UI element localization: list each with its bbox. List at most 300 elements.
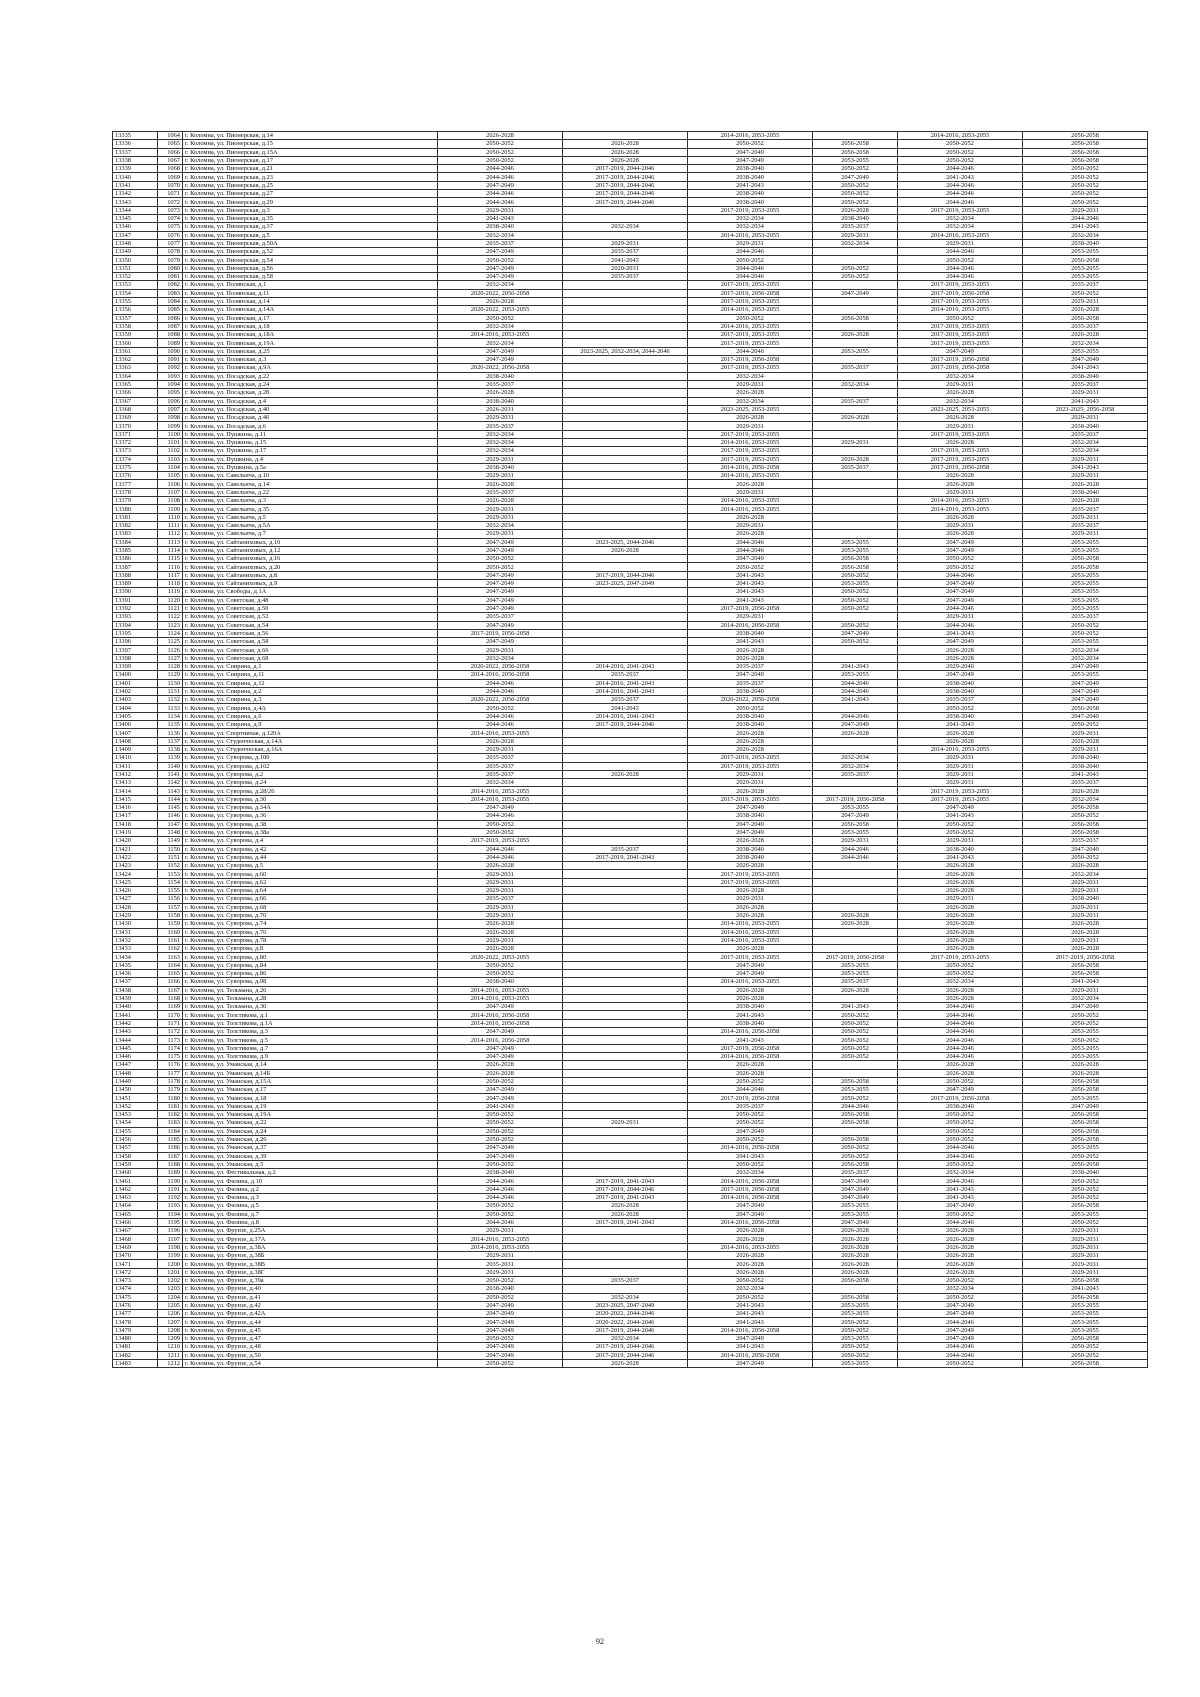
table-cell: 2041-2043 [688,1318,813,1326]
table-cell: г. Коломна, ул. Фрунзе, д.42 [183,1301,438,1309]
table-cell [563,961,688,969]
table-cell: 1202 [158,1276,183,1284]
table-cell: 2044-2046 [1023,214,1148,222]
table-cell: 2047-2049 [688,156,813,164]
table-row [113,1036,1148,1044]
table-cell: 1210 [158,1343,183,1351]
table-cell: 13482 [113,1351,158,1359]
table-cell: г. Коломна, ул. Советская, д.50 [183,604,438,612]
table-cell: 2050-2052 [898,1160,1023,1168]
table-cell: 2050-2052 [438,1276,563,1284]
table-cell: 2026-2028 [688,1235,813,1243]
table-cell: г. Коломна, ул. Суворова, д.8 [183,945,438,953]
table-cell: г. Коломна, ул. Уманская, д.18 [183,1094,438,1102]
table-cell [563,1036,688,1044]
table-cell: 2032-2034 [563,1293,688,1301]
repair-schedule-table [112,131,1148,1368]
table-cell: г. Коломна, ул. Суворова, д.5 [183,862,438,870]
table-cell: 2014-2016, 2053-2055 [438,986,563,994]
table-cell: 2023-2025, 2056-2058 [1023,405,1148,413]
table-cell [563,1086,688,1094]
table-cell [563,1061,688,1069]
table-cell: 1073 [158,206,183,214]
table-cell: 13378 [113,488,158,496]
table-cell: 2026-2028 [1023,737,1148,745]
table-cell: г. Коломна, ул. Советская, д.68 [183,654,438,662]
table-cell: 1152 [158,862,183,870]
table-cell: 13453 [113,1111,158,1119]
table-cell: 2050-2052 [898,704,1023,712]
table-cell: 2017-2019, 2053-2055 [898,430,1023,438]
table-cell: 2023-2025, 2044-2046 [563,538,688,546]
table-cell: 2017-2019, 2044-2046 [563,190,688,198]
table-cell: 13418 [113,820,158,828]
table-cell [813,405,898,413]
table-cell: 2044-2046 [898,1011,1023,1019]
table-cell: г. Коломна, ул. Полянская, д.25 [183,347,438,355]
table-cell: г. Коломна, ул. Пионерская, д.23 [183,173,438,181]
table-cell: г. Коломна, ул. Сайтаниховых, д.8 [183,571,438,579]
table-cell: 1107 [158,488,183,496]
table-cell: 2050-2052 [898,1135,1023,1143]
table-cell [813,132,898,140]
table-cell: 2017-2019, 2053-2055 [688,870,813,878]
table-cell: 2050-2052 [813,1052,898,1060]
table-cell: г. Коломна, ул. Советская, д.56 [183,629,438,637]
table-cell: 2029-2031 [898,770,1023,778]
table-cell: 2047-2049 [1023,845,1148,853]
table-cell: 13481 [113,1343,158,1351]
table-cell: 1180 [158,1094,183,1102]
table-cell: 1090 [158,347,183,355]
table-cell: г. Коломна, ул. Суворова, д.44 [183,853,438,861]
table-cell: 2017-2019, 2053-2055 [898,206,1023,214]
table-cell: 2041-2043 [1023,1285,1148,1293]
table-cell: 2014-2016, 2053-2055 [438,331,563,339]
table-cell: 1191 [158,1185,183,1193]
table-cell: 1096 [158,397,183,405]
table-cell: г. Коломна, ул. Суворова, д.76 [183,928,438,936]
table-cell: 2029-2031 [898,380,1023,388]
table-cell: 13416 [113,804,158,812]
table-cell: 2026-2028 [1023,306,1148,314]
table-cell: 2050-2052 [898,1293,1023,1301]
table-cell [813,928,898,936]
table-cell: 2014-2016, 2056-2058 [438,1019,563,1027]
table-cell: 2044-2046 [898,190,1023,198]
table-cell: 1123 [158,621,183,629]
table-cell: г. Коломна, ул. Филина, д.10 [183,1177,438,1185]
table-cell: 2056-2058 [1023,1077,1148,1085]
table-cell: 2014-2016, 2041-2043 [563,687,688,695]
table-cell [563,969,688,977]
table-row [113,1310,1148,1318]
table-cell [563,563,688,571]
table-cell: 2050-2052 [438,1293,563,1301]
table-cell: 1078 [158,248,183,256]
table-cell: 2047-2049 [438,1301,563,1309]
table-cell: 2026-2028 [688,737,813,745]
table-cell: 2041-2043 [688,1343,813,1351]
table-cell: 1201 [158,1268,183,1276]
table-row [113,190,1148,198]
table-cell [563,472,688,480]
table-cell: 2056-2058 [1023,1119,1148,1127]
table-cell: 13358 [113,322,158,330]
table-cell: 2035-2037 [438,488,563,496]
table-cell [563,480,688,488]
table-cell: 1184 [158,1127,183,1135]
table-cell: 2035-2037 [563,671,688,679]
table-cell: г. Коломна, ул. Фрунзе, д.38Г [183,1268,438,1276]
table-cell: г. Коломна, ул. Сайтаниховых, д.12 [183,546,438,554]
table-cell: 2029-2031 [813,837,898,845]
table-cell: 2026-2028 [688,1061,813,1069]
table-cell: 2050-2052 [813,1326,898,1334]
table-cell: 2044-2046 [813,1102,898,1110]
table-cell: 2047-2049 [438,1052,563,1060]
table-cell [563,994,688,1002]
table-cell: 2050-2052 [1023,1011,1148,1019]
table-cell: 2056-2058 [1023,969,1148,977]
table-cell: 1194 [158,1210,183,1218]
table-cell: 2029-2031 [898,895,1023,903]
table-cell: 1176 [158,1061,183,1069]
table-cell: 13440 [113,1003,158,1011]
table-cell: 2038-2040 [688,853,813,861]
table-cell: 2017-2019, 2041-2043 [563,1194,688,1202]
table-cell: 2026-2028 [898,729,1023,737]
table-cell: 2017-2019, 2053-2055 [688,297,813,305]
table-cell: 1197 [158,1235,183,1243]
table-cell [563,414,688,422]
table-cell: 1092 [158,364,183,372]
table-cell: 1139 [158,754,183,762]
table-cell: 1189 [158,1169,183,1177]
table-cell: 2029-2031 [563,1119,688,1127]
table-cell [563,613,688,621]
table-cell: г. Коломна, ул. Пионерская, д.54 [183,256,438,264]
table-cell: 2041-2043 [688,571,813,579]
table-cell: 2056-2058 [1023,961,1148,969]
table-cell: 2050-2052 [898,148,1023,156]
table-cell: 2032-2034 [1023,339,1148,347]
table-cell: г. Коломна, ул. Полянская, д.19А [183,339,438,347]
table-row [113,613,1148,621]
table-cell: 2026-2028 [898,994,1023,1002]
table-cell: г. Коломна, ул. Суворова, д.42 [183,845,438,853]
table-cell: 2026-2028 [898,903,1023,911]
table-row [113,1119,1148,1127]
table-cell: 13475 [113,1293,158,1301]
table-cell: 2041-2043 [813,1003,898,1011]
table-cell: 2050-2052 [688,1160,813,1168]
table-row [113,521,1148,529]
table-cell: г. Коломна, ул. Пушкина, д.15 [183,438,438,446]
table-cell: 2050-2052 [438,148,563,156]
table-row [113,687,1148,695]
table-cell [813,430,898,438]
table-cell: г. Коломна, ул. Посадская, д.28 [183,389,438,397]
table-row [113,1252,1148,1260]
table-cell: 2056-2058 [1023,140,1148,148]
table-cell: 2050-2052 [438,1335,563,1343]
table-cell [563,870,688,878]
table-cell: 2026-2028 [563,546,688,554]
table-cell: 2017-2019, 2053-2055 [898,795,1023,803]
table-cell: г. Коломна, ул. Уманская, д.15А [183,1077,438,1085]
table-cell: 2029-2031 [1023,1252,1148,1260]
table-cell: 13412 [113,770,158,778]
table-cell: 13419 [113,828,158,836]
table-cell: г. Коломна, ул. Пионерская, д.56 [183,264,438,272]
table-row [113,853,1148,861]
table-cell: 1116 [158,563,183,571]
table-cell: 13387 [113,563,158,571]
table-cell: 13478 [113,1318,158,1326]
table-row [113,704,1148,712]
table-cell [563,1152,688,1160]
table-cell: 2047-2049 [438,1144,563,1152]
table-cell: 2050-2052 [438,1111,563,1119]
table-cell [813,356,898,364]
table-cell: 13423 [113,862,158,870]
table-cell: 2050-2052 [438,1119,563,1127]
table-cell: 1074 [158,214,183,222]
table-cell [813,422,898,430]
table-cell: 2038-2040 [688,812,813,820]
table-cell [813,497,898,505]
table-cell: 2029-2031 [1023,1268,1148,1276]
table-cell: 13347 [113,231,158,239]
table-cell: 2026-2028 [898,1260,1023,1268]
table-cell [563,654,688,662]
table-cell: 13414 [113,787,158,795]
table-cell [563,513,688,521]
table-cell: 13461 [113,1177,158,1185]
table-cell: 2056-2058 [1023,1135,1148,1143]
table-cell [813,322,898,330]
table-cell: 13380 [113,505,158,513]
table-cell: г. Коломна, ул. Полянская, д.17 [183,314,438,322]
table-cell: 2023-2025, 2047-2049 [563,1301,688,1309]
table-cell: 2050-2052 [813,1144,898,1152]
table-cell: 2032-2034 [813,754,898,762]
table-cell: 2038-2040 [688,712,813,720]
table-cell: 2029-2031 [1023,903,1148,911]
table-cell: 1129 [158,671,183,679]
table-cell: 2017-2019, 2044-2046 [563,173,688,181]
table-cell: 2041-2043 [438,1102,563,1110]
table-cell: 2047-2049 [438,588,563,596]
table-row [113,887,1148,895]
table-row [113,1293,1148,1301]
table-cell: 2050-2052 [898,1119,1023,1127]
table-cell: г. Коломна, ул. Советская, д.52 [183,613,438,621]
table-cell: 2029-2031 [688,239,813,247]
table-cell: 2038-2040 [688,1003,813,1011]
table-cell: 1064 [158,132,183,140]
table-cell: г. Коломна, ул. Полянская, д.18 [183,322,438,330]
table-cell: 2029-2031 [1023,878,1148,886]
table-cell: 2026-2028 [563,148,688,156]
table-cell: 2053-2055 [1023,1210,1148,1218]
table-cell: 2035-2037 [563,273,688,281]
table-cell: 2029-2031 [438,911,563,919]
table-cell [563,1160,688,1168]
table-cell: 2044-2046 [898,1343,1023,1351]
table-cell: 2044-2046 [688,546,813,554]
table-cell: 2035-2037 [813,770,898,778]
table-cell: 2038-2040 [898,1102,1023,1110]
table-cell: 13452 [113,1102,158,1110]
table-cell: 2050-2052 [813,604,898,612]
table-cell: 13335 [113,132,158,140]
table-cell: 2041-2043 [688,596,813,604]
table-cell: 13454 [113,1119,158,1127]
table-cell [563,762,688,770]
table-cell: 2029-2031 [688,779,813,787]
table-cell: г. Коломна, ул. Суворова, д.74 [183,920,438,928]
table-cell: 1163 [158,953,183,961]
table-cell: 13483 [113,1359,158,1367]
table-cell: 2026-2028 [898,1243,1023,1251]
table-cell: 2017-2019, 2053-2055 [688,339,813,347]
table-cell [563,745,688,753]
table-cell: 13359 [113,331,158,339]
table-cell: 2017-2019, 2056-2058 [898,289,1023,297]
table-row [113,986,1148,994]
table-cell: 2032-2034 [438,281,563,289]
table-cell: 2044-2046 [898,1019,1023,1027]
table-cell: 1102 [158,447,183,455]
table-cell: 1093 [158,372,183,380]
table-cell: 2053-2055 [813,580,898,588]
table-row [113,214,1148,222]
table-row [113,588,1148,596]
table-cell [563,339,688,347]
table-cell: 2029-2031 [1023,729,1148,737]
table-cell: 1177 [158,1069,183,1077]
table-cell: г. Коломна, ул. Пушкина, д.4 [183,455,438,463]
table-cell: 2047-2049 [438,571,563,579]
table-cell: 1170 [158,1011,183,1019]
table-row [113,571,1148,579]
table-cell: 2044-2046 [898,571,1023,579]
table-cell: 2050-2052 [813,1011,898,1019]
table-cell: 2035-2037 [438,613,563,621]
table-cell: 2026-2028 [1023,862,1148,870]
table-cell: 2050-2052 [813,596,898,604]
table-row [113,654,1148,662]
table-cell: 13474 [113,1285,158,1293]
table-cell: 1132 [158,696,183,704]
table-cell: 2017-2019, 2053-2055 [688,430,813,438]
table-cell: г. Коломна, ул. Уманская, д.19А [183,1111,438,1119]
table-cell: 2032-2034 [438,322,563,330]
table-cell [563,297,688,305]
table-cell: г. Коломна, ул. Свободы, д.1А [183,588,438,596]
table-row [113,546,1148,554]
table-cell: г. Коломна, ул. Савельича, д.7 [183,530,438,538]
table-cell: г. Коломна, ул. Спирина, д.11 [183,671,438,679]
table-cell: 13467 [113,1227,158,1235]
table-cell: г. Коломна, ул. Спирина, д.6 [183,712,438,720]
table-cell: г. Коломна, ул. Полянская, д.11 [183,289,438,297]
table-cell: 2047-2049 [438,264,563,272]
table-cell [563,1235,688,1243]
table-cell: 2026-2028 [898,1061,1023,1069]
table-cell: 2026-2028 [898,936,1023,944]
table-cell: 2029-2031 [1023,513,1148,521]
table-cell [813,256,898,264]
table-cell: г. Коломна, ул. Пионерская, д.50А [183,239,438,247]
table-cell: 2047-2049 [438,1326,563,1334]
table-cell: 2029-2031 [438,455,563,463]
table-cell: 2050-2052 [813,621,898,629]
table-cell: 2056-2058 [1023,820,1148,828]
table-cell: г. Коломна, ул. Сайтаниховых, д.10 [183,538,438,546]
table-cell: 2050-2052 [438,961,563,969]
table-cell: 2017-2019, 2053-2055 [898,953,1023,961]
table-cell: 1113 [158,538,183,546]
table-cell: 13444 [113,1036,158,1044]
table-cell: 2047-2049 [688,148,813,156]
table-row [113,862,1148,870]
table-row [113,405,1148,413]
table-cell: 2053-2055 [1023,580,1148,588]
table-cell: 13415 [113,795,158,803]
table-cell: 2014-2016, 2053-2055 [688,306,813,314]
table-row [113,1235,1148,1243]
table-cell: 2035-2037 [438,239,563,247]
table-row [113,729,1148,737]
table-cell: 2044-2046 [438,173,563,181]
table-cell: 2050-2052 [438,1160,563,1168]
table-cell: 13385 [113,546,158,554]
table-cell: 2050-2052 [1023,1036,1148,1044]
table-cell: 2032-2034 [438,339,563,347]
table-cell: 2017-2019, 2053-2055 [688,953,813,961]
table-cell: 13398 [113,654,158,662]
table-cell: 1081 [158,273,183,281]
table-cell: 2044-2046 [688,1086,813,1094]
table-cell: 2047-2049 [688,1210,813,1218]
table-cell: 2020-2022, 2056-2058 [688,696,813,704]
table-cell: 2017-2019, 2053-2055 [898,322,1023,330]
table-cell: г. Коломна, ул. Пионерская, д.17 [183,156,438,164]
table-row [113,1276,1148,1284]
table-cell: 2026-2028 [813,986,898,994]
table-cell: 2029-2031 [1023,1243,1148,1251]
table-cell: 1186 [158,1144,183,1152]
table-cell: 13449 [113,1077,158,1085]
table-cell: 1067 [158,156,183,164]
table-cell: 2041-2043 [813,663,898,671]
table-row [113,1102,1148,1110]
table-cell: 13341 [113,181,158,189]
table-cell: 2032-2034 [688,397,813,405]
table-cell: 2035-2037 [813,223,898,231]
table-cell: 2014-2016, 2053-2055 [688,505,813,513]
table-cell: 13413 [113,779,158,787]
table-cell: 2053-2055 [813,969,898,977]
table-cell: 2050-2052 [688,1119,813,1127]
table-cell: 2047-2049 [1023,687,1148,695]
table-cell: 2017-2019, 2056-2058 [438,629,563,637]
table-cell: 1157 [158,903,183,911]
table-cell: 2017-2019, 2056-2058 [688,289,813,297]
